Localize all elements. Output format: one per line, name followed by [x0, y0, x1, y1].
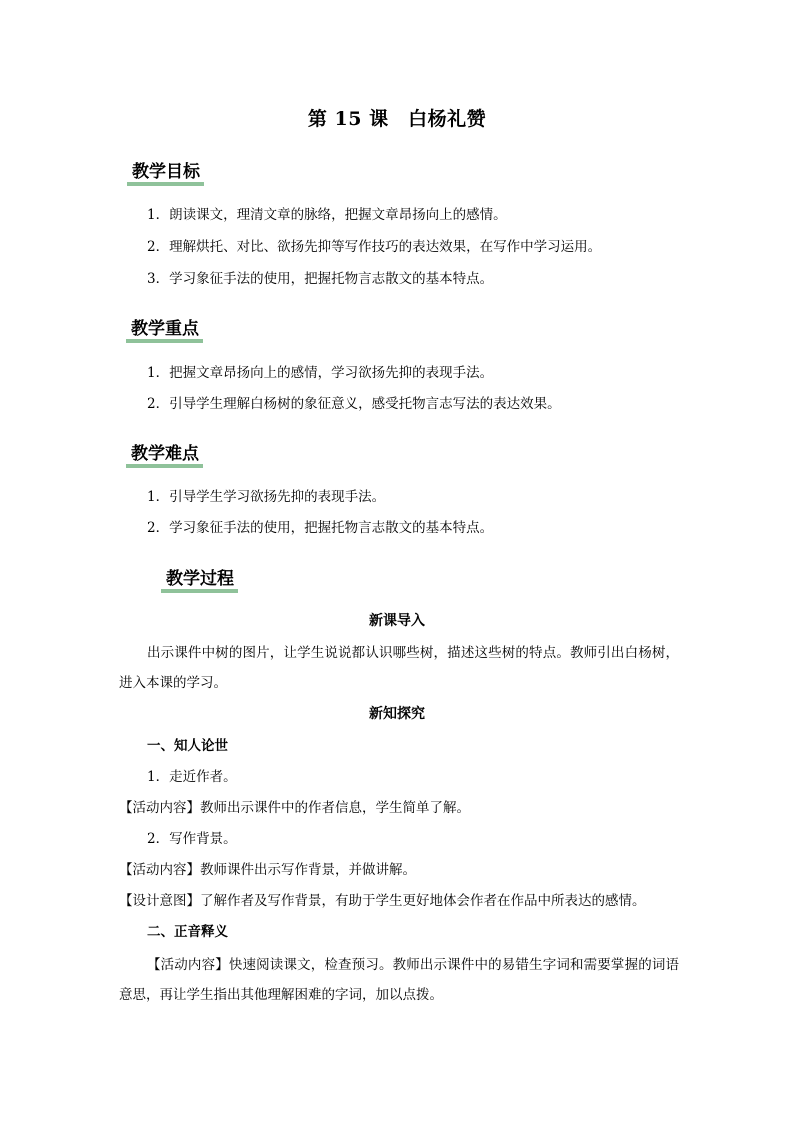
- section-heading-difficulties: 教学难点: [126, 444, 203, 468]
- section-heading-objectives: 教学目标: [127, 162, 204, 186]
- part2-heading: 二、正音释义: [147, 924, 228, 940]
- difficulty-item-2: 2．学习象征手法的使用，把握托物言志散文的基本特点。: [147, 520, 494, 536]
- part1-activity2: 【活动内容】教师课件出示写作背景，并做讲解。: [119, 862, 416, 878]
- objective-item-2: 2．理解烘托、对比、欲扬先抑等写作技巧的表达效果，在写作中学习运用。: [147, 239, 602, 255]
- part1-activity1: 【活动内容】教师出示课件中的作者信息，学生简单了解。: [119, 800, 470, 816]
- part1-step1: 1．走近作者。: [147, 769, 237, 785]
- section-heading-process: 教学过程: [161, 569, 238, 593]
- intro-heading: 新课导入: [369, 613, 425, 629]
- key-point-item-2: 2．引导学生理解白杨树的象征意义，感受托物言志写法的表达效果。: [147, 396, 561, 412]
- difficulty-item-1: 1．引导学生学习欲扬先抑的表现手法。: [147, 489, 386, 505]
- part1-design-intent: 【设计意图】了解作者及写作背景，有助于学生更好地体会作者在作品中所表达的感情。: [119, 893, 646, 909]
- part1-step2: 2．写作背景。: [147, 831, 237, 847]
- explore-heading: 新知探究: [369, 706, 425, 722]
- part1-heading: 一、知人论世: [147, 738, 228, 754]
- objective-item-1: 1．朗读课文，理清文章的脉络，把握文章昂扬向上的感情。: [147, 207, 507, 223]
- part2-activity: 【活动内容】快速阅读课文，检查预习。教师出示课件中的易错生字词和需要掌握的词语意思，再让学生指出其他理解困难的字词，加以点拨。: [119, 957, 679, 1003]
- objective-item-3: 3．学习象征手法的使用，把握托物言志散文的基本特点。: [147, 271, 494, 287]
- section-heading-key-points: 教学重点: [126, 319, 203, 343]
- page-title: 第 15 课 白杨礼赞: [307, 108, 487, 130]
- key-point-item-1: 1．把握文章昂扬向上的感情，学习欲扬先抑的表现手法。: [147, 365, 494, 381]
- intro-paragraph: 出示课件中树的图片，让学生说说都认识哪些树，描述这些树的特点。教师引出白杨树，进入本课的学习。: [119, 645, 679, 691]
